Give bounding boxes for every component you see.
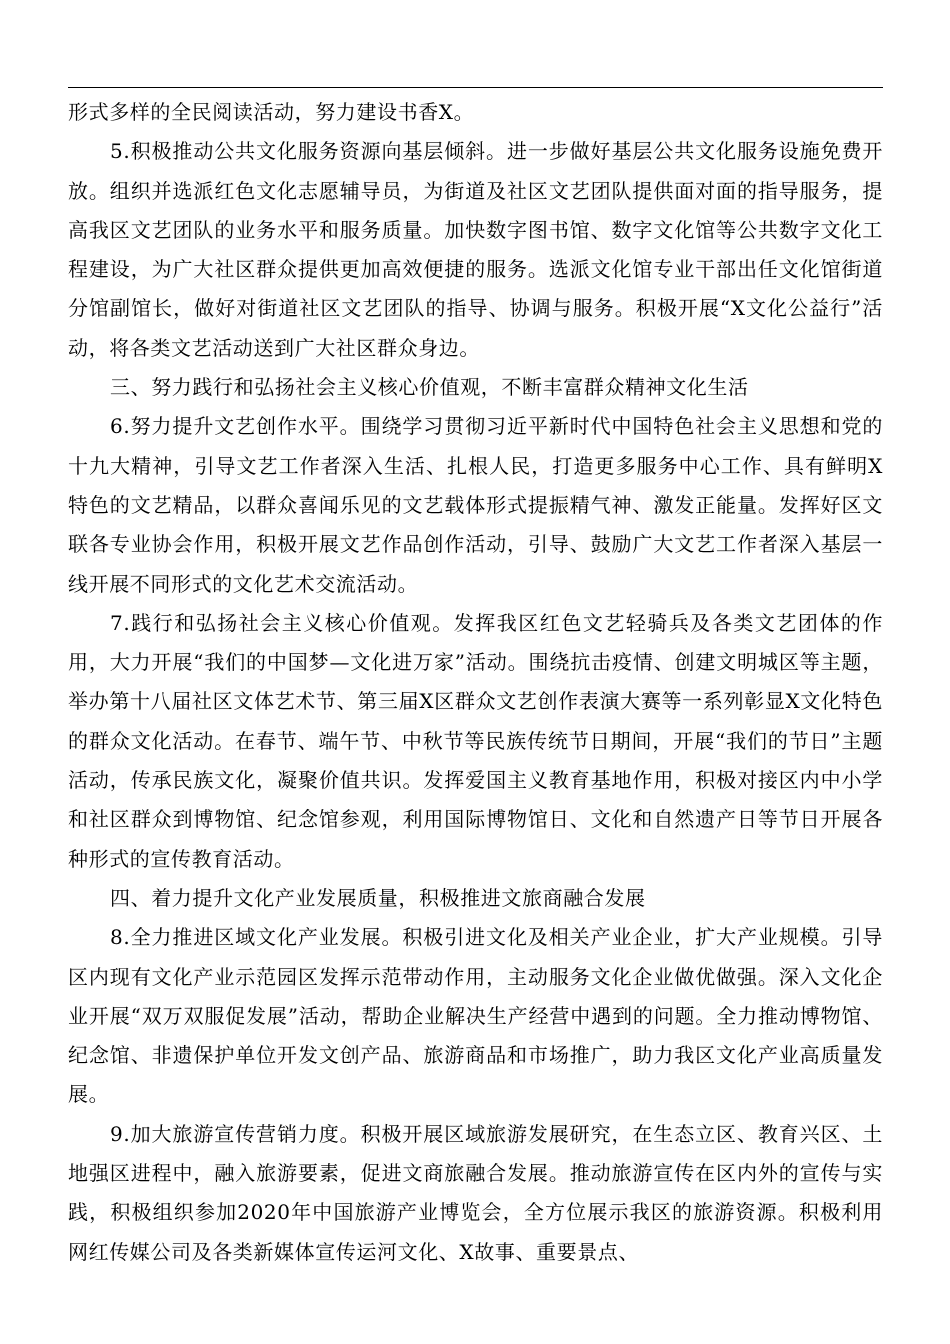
paragraph-item-7: 7.践行和弘扬社会主义核心价值观。发挥我区红色文艺轻骑兵及各类文艺团体的作用，大力开展“我们的中国梦—文化进万家”活动。围绕抗击疫情、创建文明城区等主题，举办第十八届社区文体艺术节、第三届X区群众文艺创作表演大赛等一系列彰显X文化特色的群众文化活动。在春节、端午节、中秋节等民族传统节日期间，开展“我们的节日”主题活动，传承民族文化，凝聚价值共识。发挥爱国主义教育基地作用，积极对接区内中小学和社区群众到博物馆、纪念馆参观，利用国际博物馆日、文化和自然遗产日等节日开展各种形式的宣传教育活动。 — [68, 610, 883, 871]
header-rule — [68, 87, 883, 88]
paragraph-item-9: 9.加大旅游宣传营销力度。积极开展区域旅游发展研究，在生态立区、教育兴区、土地强区进程中，融入旅游要素，促进文商旅融合发展。推动旅游宣传在区内外的宣传与实践，积极组织参加2020年中国旅游产业博览会，全方位展示我区的旅游资源。积极利用网红传媒公司及各类新媒体宣传运河文化、X故事、重要景点、 — [68, 1121, 883, 1264]
section-heading-3: 三、努力践行和弘扬社会主义核心价值观，不断丰富群众精神文化生活 — [110, 375, 749, 400]
paragraph-item-5: 5.积极推动公共文化服务资源向基层倾斜。进一步做好基层公共文化服务设施免费开放。组织并选派红色文化志愿辅导员，为街道及社区文艺团队提供面对面的指导服务，提高我区文艺团队的业务水平和服务质量。加快数字图书馆、数字文化馆等公共数字文化工程建设，为广大社区群众提供更加高效便捷的服务。选派文化馆专业干部出任文化馆街道分馆副馆长，做好对街道社区文艺团队的指导、协调与服务。积极开展“X文化公益行”活动，将各类文艺活动送到广大社区群众身边。 — [68, 139, 883, 360]
paragraph-item-8: 8.全力推进区域文化产业发展。积极引进文化及相关产业企业，扩大产业规模。引导区内现有文化产业示范园区发挥示范带动作用，主动服务文化企业做优做强。深入文化企业开展“双万双服促发展”活动，帮助企业解决生产经营中遇到的问题。全力推动博物馆、纪念馆、非遗保护单位开发文创产品、旅游商品和市场推广，助力我区文化产业高质量发展。 — [68, 925, 883, 1107]
paragraph-item-6: 6.努力提升文艺创作水平。围绕学习贯彻习近平新时代中国特色社会主义思想和党的十九大精神，引导文艺工作者深入生活、扎根人民，打造更多服务中心工作、具有鲜明X特色的文艺精品，以群众喜闻乐见的文艺载体形式提振精气神、激发正能量。发挥好区文联各专业协会作用，积极开展文艺作品创作活动，引导、鼓励广大文艺工作者深入基层一线开展不同形式的文化艺术交流活动。 — [68, 414, 883, 596]
paragraph-continuation: 形式多样的全民阅读活动，努力建设书香X。 — [68, 100, 475, 124]
document-body — [68, 93, 883, 1272]
section-heading-4: 四、着力提升文化产业发展质量，积极推进文旅商融合发展 — [110, 885, 646, 910]
